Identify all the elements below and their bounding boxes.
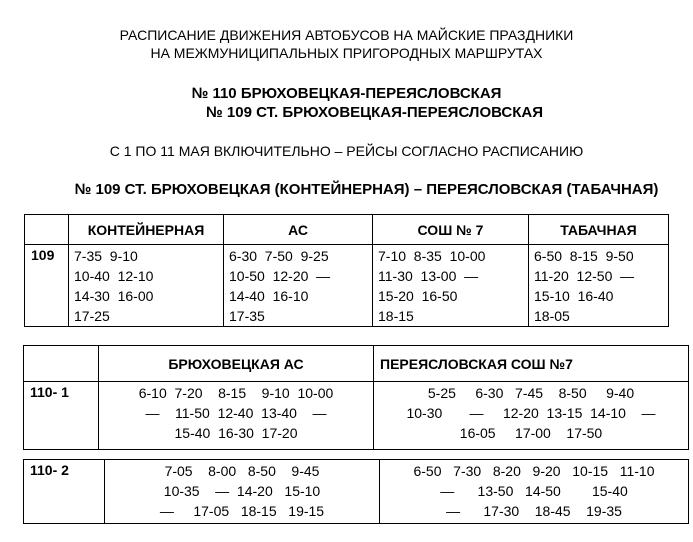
times-sosh7: 7-10 8-35 10-00 11-30 13-00 — 15-20 16-50 18-15 <box>378 248 486 324</box>
header-as: АС <box>224 215 373 245</box>
route-110-title: № 110 БРЮХОВЕЦКАЯ-ПЕРЕЯСЛОВСКАЯ <box>191 85 502 102</box>
times-as: 6-30 7-50 9-25 10-50 12-20 — 14-40 16-10 17-35 <box>229 248 331 324</box>
times-110-2-pereyaslovskaya: 6-50 7-30 8-20 9-20 10-15 11-10 — 13-50 14-50 15-40 — 17-30 18-45 19-35 <box>413 463 655 519</box>
times-tabachnaya: 6-50 8-15 9-50 11-20 12-50 — 15-10 16-40 18-05 <box>534 248 635 324</box>
route-109-title: № 109 СТ. БРЮХОВЕЦКАЯ-ПЕРЕЯСЛОВСКАЯ <box>206 104 543 121</box>
route-label-110-2: 110- 2 <box>24 460 105 524</box>
header-bryukhovetskaya-as: БРЮХОВЕЦКАЯ АС <box>99 346 374 382</box>
times-110-1-bryukhovetskaya: 6-10 7-20 8-15 9-10 10-00 — 11-50 12-40 13-40 — 15-40 16-30 17-20 <box>138 385 334 441</box>
schedule-table-110-1 <box>23 345 689 450</box>
route-109-full-title: № 109 СТ. БРЮХОВЕЦКАЯ (КОНТЕЙНЕРНАЯ) – ПЕРЕЯСЛОВСКАЯ (ТАБАЧНАЯ) <box>74 181 659 198</box>
title-line-2: НА МЕЖМУНИЦИПАЛЬНЫХ ПРИГОРОДНЫХ МАРШРУТАХ <box>150 45 543 61</box>
corner-cell <box>25 215 69 245</box>
title-line-1: РАСПИСАНИЕ ДВИЖЕНИЯ АВТОБУСОВ НА МАЙСКИЕ ПРАЗДНИКИ <box>119 27 574 43</box>
route-label-110-1: 110- 1 <box>24 382 99 450</box>
route-label-109: 109 <box>25 245 69 327</box>
header-pereyaslovskaya-sosh7: ПЕРЕЯСЛОВСКАЯ СОШ №7 <box>374 346 689 382</box>
header-sosh7: СОШ № 7 <box>373 215 529 245</box>
corner-cell <box>24 346 99 382</box>
times-110-1-pereyaslovskaya: 5-25 6-30 7-45 8-50 9-40 10-30 — 12-20 13-15 14-10 — 16-05 17-00 17-50 <box>406 385 656 441</box>
header-konteinernaya: КОНТЕЙНЕРНАЯ <box>69 215 224 245</box>
schedule-table-110-2 <box>23 459 689 524</box>
header-tabachnaya: ТАБАЧНАЯ <box>529 215 669 245</box>
times-110-2-bryukhovetskaya: 7-05 8-00 8-50 9-45 10-35 — 14-20 15-10 — 17-05 18-15 19-15 <box>159 463 325 519</box>
times-konteinernaya: 7-35 9-10 10-40 12-10 14-30 16-00 17-25 <box>74 248 154 324</box>
validity-note: С 1 ПО 11 МАЯ ВКЛЮЧИТЕЛЬНО – РЕЙСЫ СОГЛАСНО РАСПИСАНИЮ <box>109 143 584 159</box>
schedule-table-109 <box>24 214 669 327</box>
